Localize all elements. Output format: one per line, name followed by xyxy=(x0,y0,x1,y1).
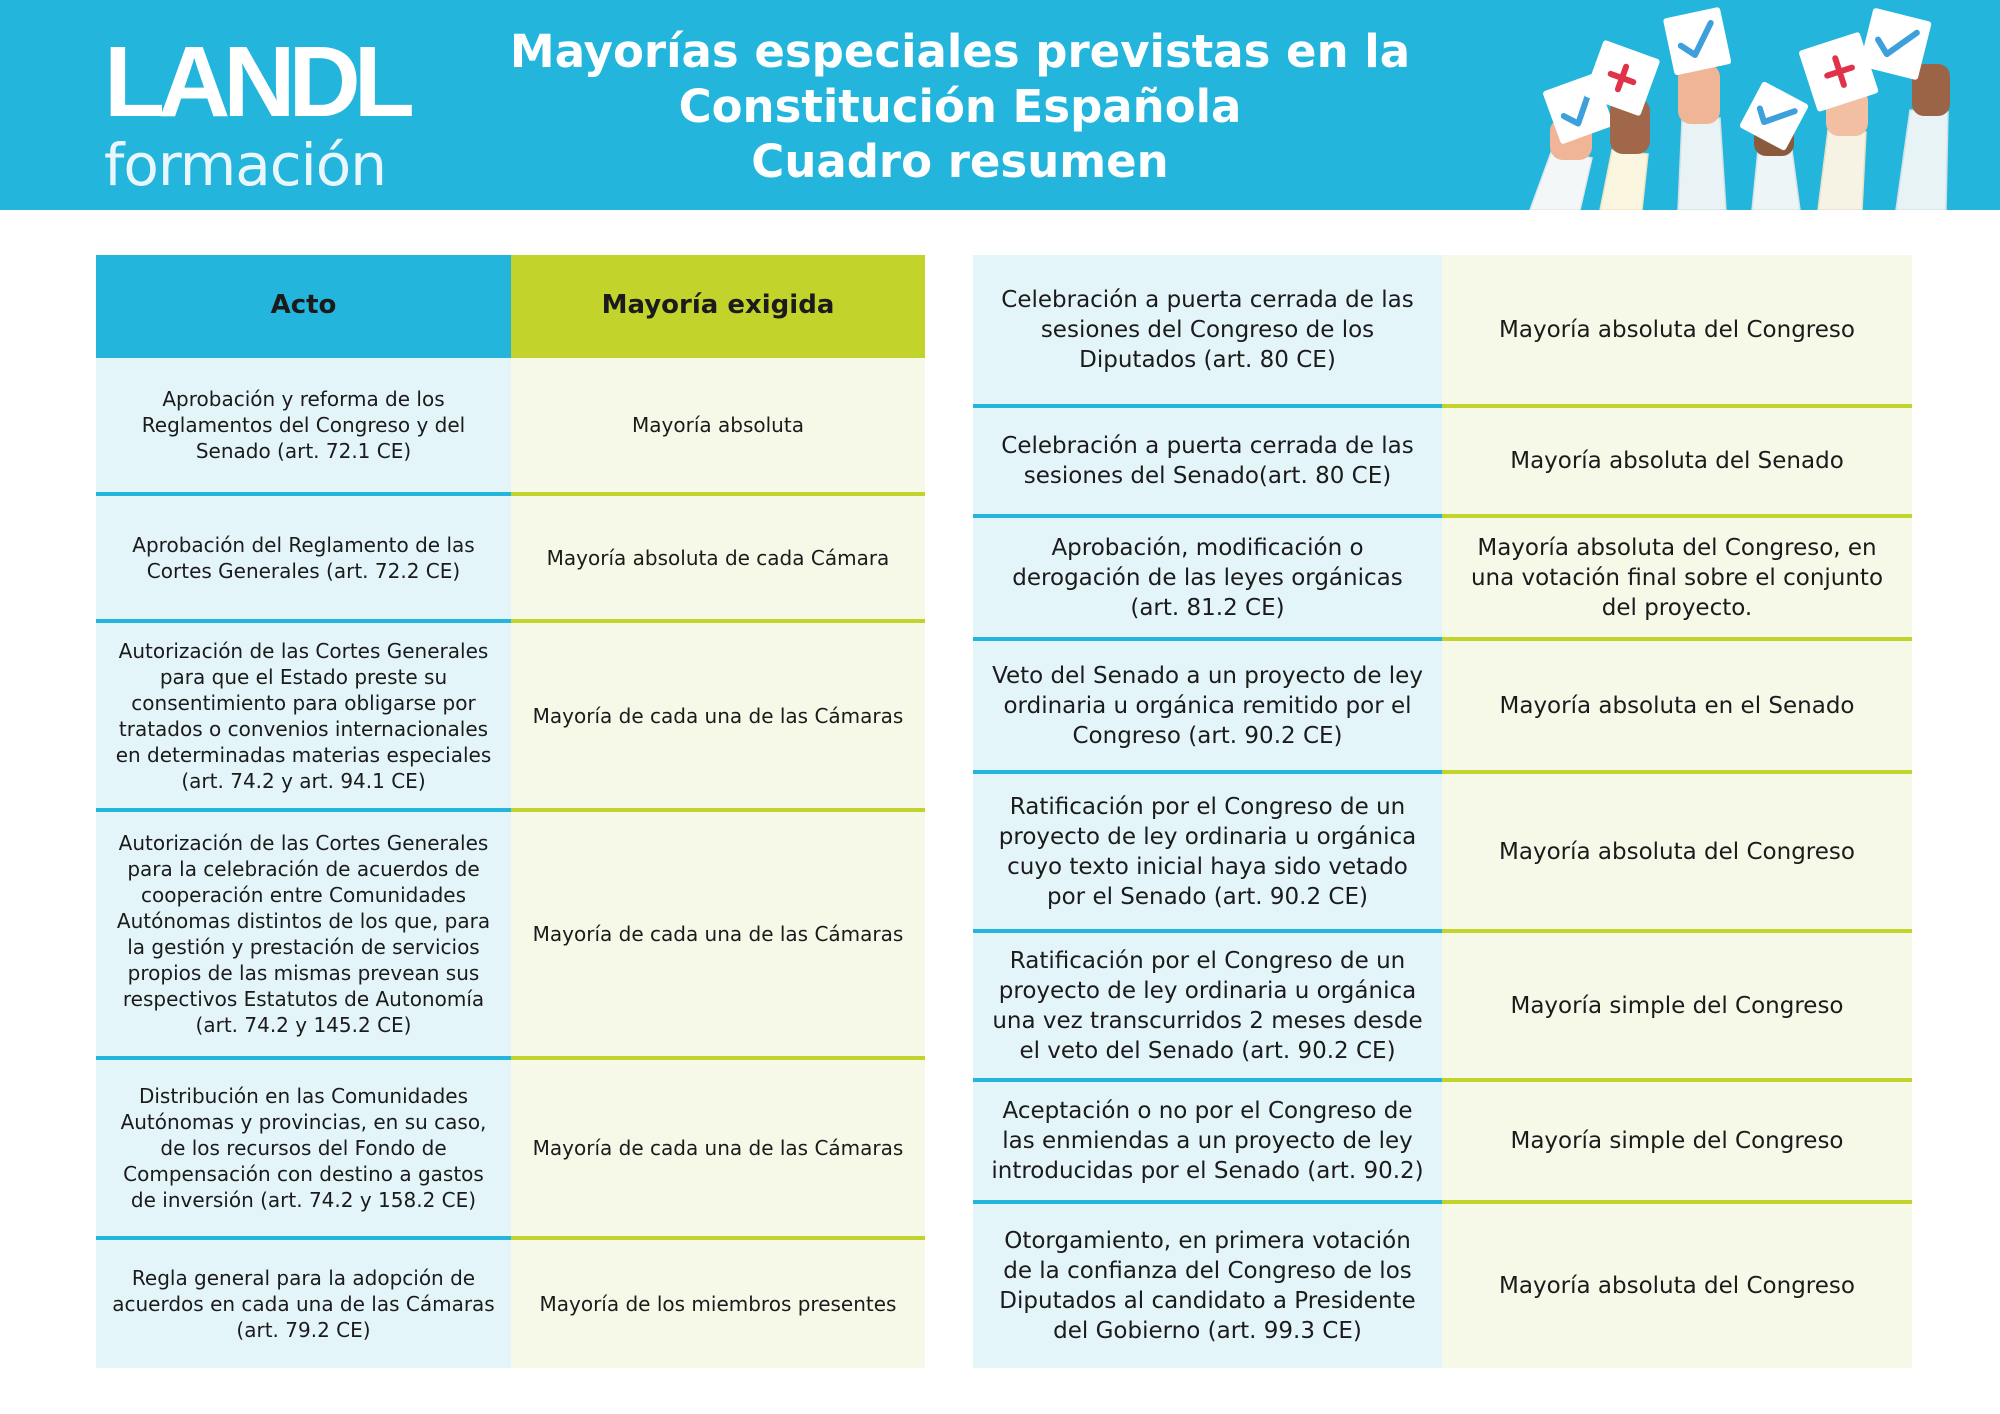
right-majorities-table xyxy=(973,255,1912,1368)
title-line-2: Constitución Española xyxy=(678,80,1242,133)
acto-cell: Regla general para la adopción de acuerdos en cada una de las Cámaras (art. 79.2 CE) xyxy=(96,1238,511,1368)
acto-cell: Celebración a puerta cerrada de las sesiones del Congreso de los Diputados (art. 80 CE) xyxy=(973,255,1442,406)
voting-arm-4 xyxy=(1739,81,1809,210)
table-row xyxy=(96,621,925,810)
mayoria-cell: Mayoría absoluta de cada Cámara xyxy=(511,494,925,621)
table-row xyxy=(973,1202,1912,1368)
table-row xyxy=(973,639,1912,772)
left-majorities-table xyxy=(96,255,925,1368)
col-header-acto: Acto xyxy=(96,255,511,356)
acto-cell: Celebración a puerta cerrada de las sesiones del Senado(art. 80 CE) xyxy=(973,406,1442,516)
mayoria-cell: Mayoría absoluta del Congreso xyxy=(1442,1202,1912,1368)
header-banner xyxy=(0,0,2000,210)
mayoria-cell: Mayoría absoluta xyxy=(511,356,925,494)
landl-logo xyxy=(104,26,408,200)
table-row xyxy=(96,1238,925,1368)
mayoria-cell: Mayoría de cada una de las Cámaras xyxy=(511,1058,925,1238)
mayoria-cell: Mayoría simple del Congreso xyxy=(1442,1080,1912,1202)
mayoria-cell: Mayoría absoluta del Senado xyxy=(1442,406,1912,516)
table-row xyxy=(973,406,1912,516)
table-row xyxy=(96,356,925,494)
acto-cell: Ratificación por el Congreso de un proyecto de ley ordinaria u orgánica una vez transcurridos 2 meses desde el veto del Senado (art. 90.2 CE) xyxy=(973,931,1442,1080)
voting-hands-illustration xyxy=(1500,0,2000,210)
logo-main-text: LANDL xyxy=(104,26,408,138)
mayoria-cell: Mayoría de cada una de las Cámaras xyxy=(511,621,925,810)
logo-sub-text: formación xyxy=(104,131,387,199)
mayoria-cell: Mayoría simple del Congreso xyxy=(1442,931,1912,1080)
acto-cell: Aceptación o no por el Congreso de las enmiendas a un proyecto de ley introducidas por el Senado (art. 90.2) xyxy=(973,1080,1442,1202)
acto-cell: Aprobación del Reglamento de las Cortes Generales (art. 72.2 CE) xyxy=(96,494,511,621)
mayoria-cell: Mayoría de los miembros presentes xyxy=(511,1238,925,1368)
title-line-3: Cuadro resumen xyxy=(751,135,1169,188)
table-row xyxy=(96,494,925,621)
title-line-1: Mayorías especiales previstas en la xyxy=(509,25,1411,78)
acto-cell: Autorización de las Cortes Generales para que el Estado preste su consentimiento para obligarse por tratados o convenios internacionales en determinadas materias especiales (art. 74.2 y art. 94.1 CE) xyxy=(96,621,511,810)
table-row xyxy=(973,1080,1912,1202)
mayoria-cell: Mayoría de cada una de las Cámaras xyxy=(511,810,925,1058)
table-row xyxy=(973,255,1912,406)
acto-cell: Aprobación y reforma de los Reglamentos del Congreso y del Senado (art. 72.1 CE) xyxy=(96,356,511,494)
table-row xyxy=(96,810,925,1058)
acto-cell: Otorgamiento, en primera votación de la confianza del Congreso de los Diputados al candidato a Presidente del Gobierno (art. 99.3 CE) xyxy=(973,1202,1442,1368)
col-header-mayoria: Mayoría exigida xyxy=(511,255,925,356)
table-row xyxy=(973,516,1912,639)
acto-cell: Aprobación, modificación o derogación de las leyes orgánicas (art. 81.2 CE) xyxy=(973,516,1442,639)
acto-cell: Autorización de las Cortes Generales para la celebración de acuerdos de cooperación entre Comunidades Autónomas distintos de los que, para la gestión y prestación de servicios propios de las mismas prevean sus respectivos Estatutos de Autonomía (art. 74.2 y 145.2 CE) xyxy=(96,810,511,1058)
table-row xyxy=(973,772,1912,931)
voting-arm-3 xyxy=(1663,7,1732,210)
acto-cell: Ratificación por el Congreso de un proyecto de ley ordinaria u orgánica cuyo texto inicial haya sido vetado por el Senado (art. 90.2 CE) xyxy=(973,772,1442,931)
table-row xyxy=(96,1058,925,1238)
mayoria-cell: Mayoría absoluta del Congreso xyxy=(1442,772,1912,931)
voting-arm-6 xyxy=(1859,8,1950,210)
page-title xyxy=(460,24,1460,189)
table-header-row xyxy=(96,255,925,356)
table-row xyxy=(973,931,1912,1080)
acto-cell: Distribución en las Comunidades Autónomas y provincias, en su caso, de los recursos del Fondo de Compensación con destino a gastos de inversión (art. 74.2 y 158.2 CE) xyxy=(96,1058,511,1238)
mayoria-cell: Mayoría absoluta del Congreso xyxy=(1442,255,1912,406)
mayoria-cell: Mayoría absoluta del Congreso, en una votación final sobre el conjunto del proyecto. xyxy=(1442,516,1912,639)
mayoria-cell: Mayoría absoluta en el Senado xyxy=(1442,639,1912,772)
acto-cell: Veto del Senado a un proyecto de ley ordinaria u orgánica remitido por el Congreso (art. 90.2 CE) xyxy=(973,639,1442,772)
